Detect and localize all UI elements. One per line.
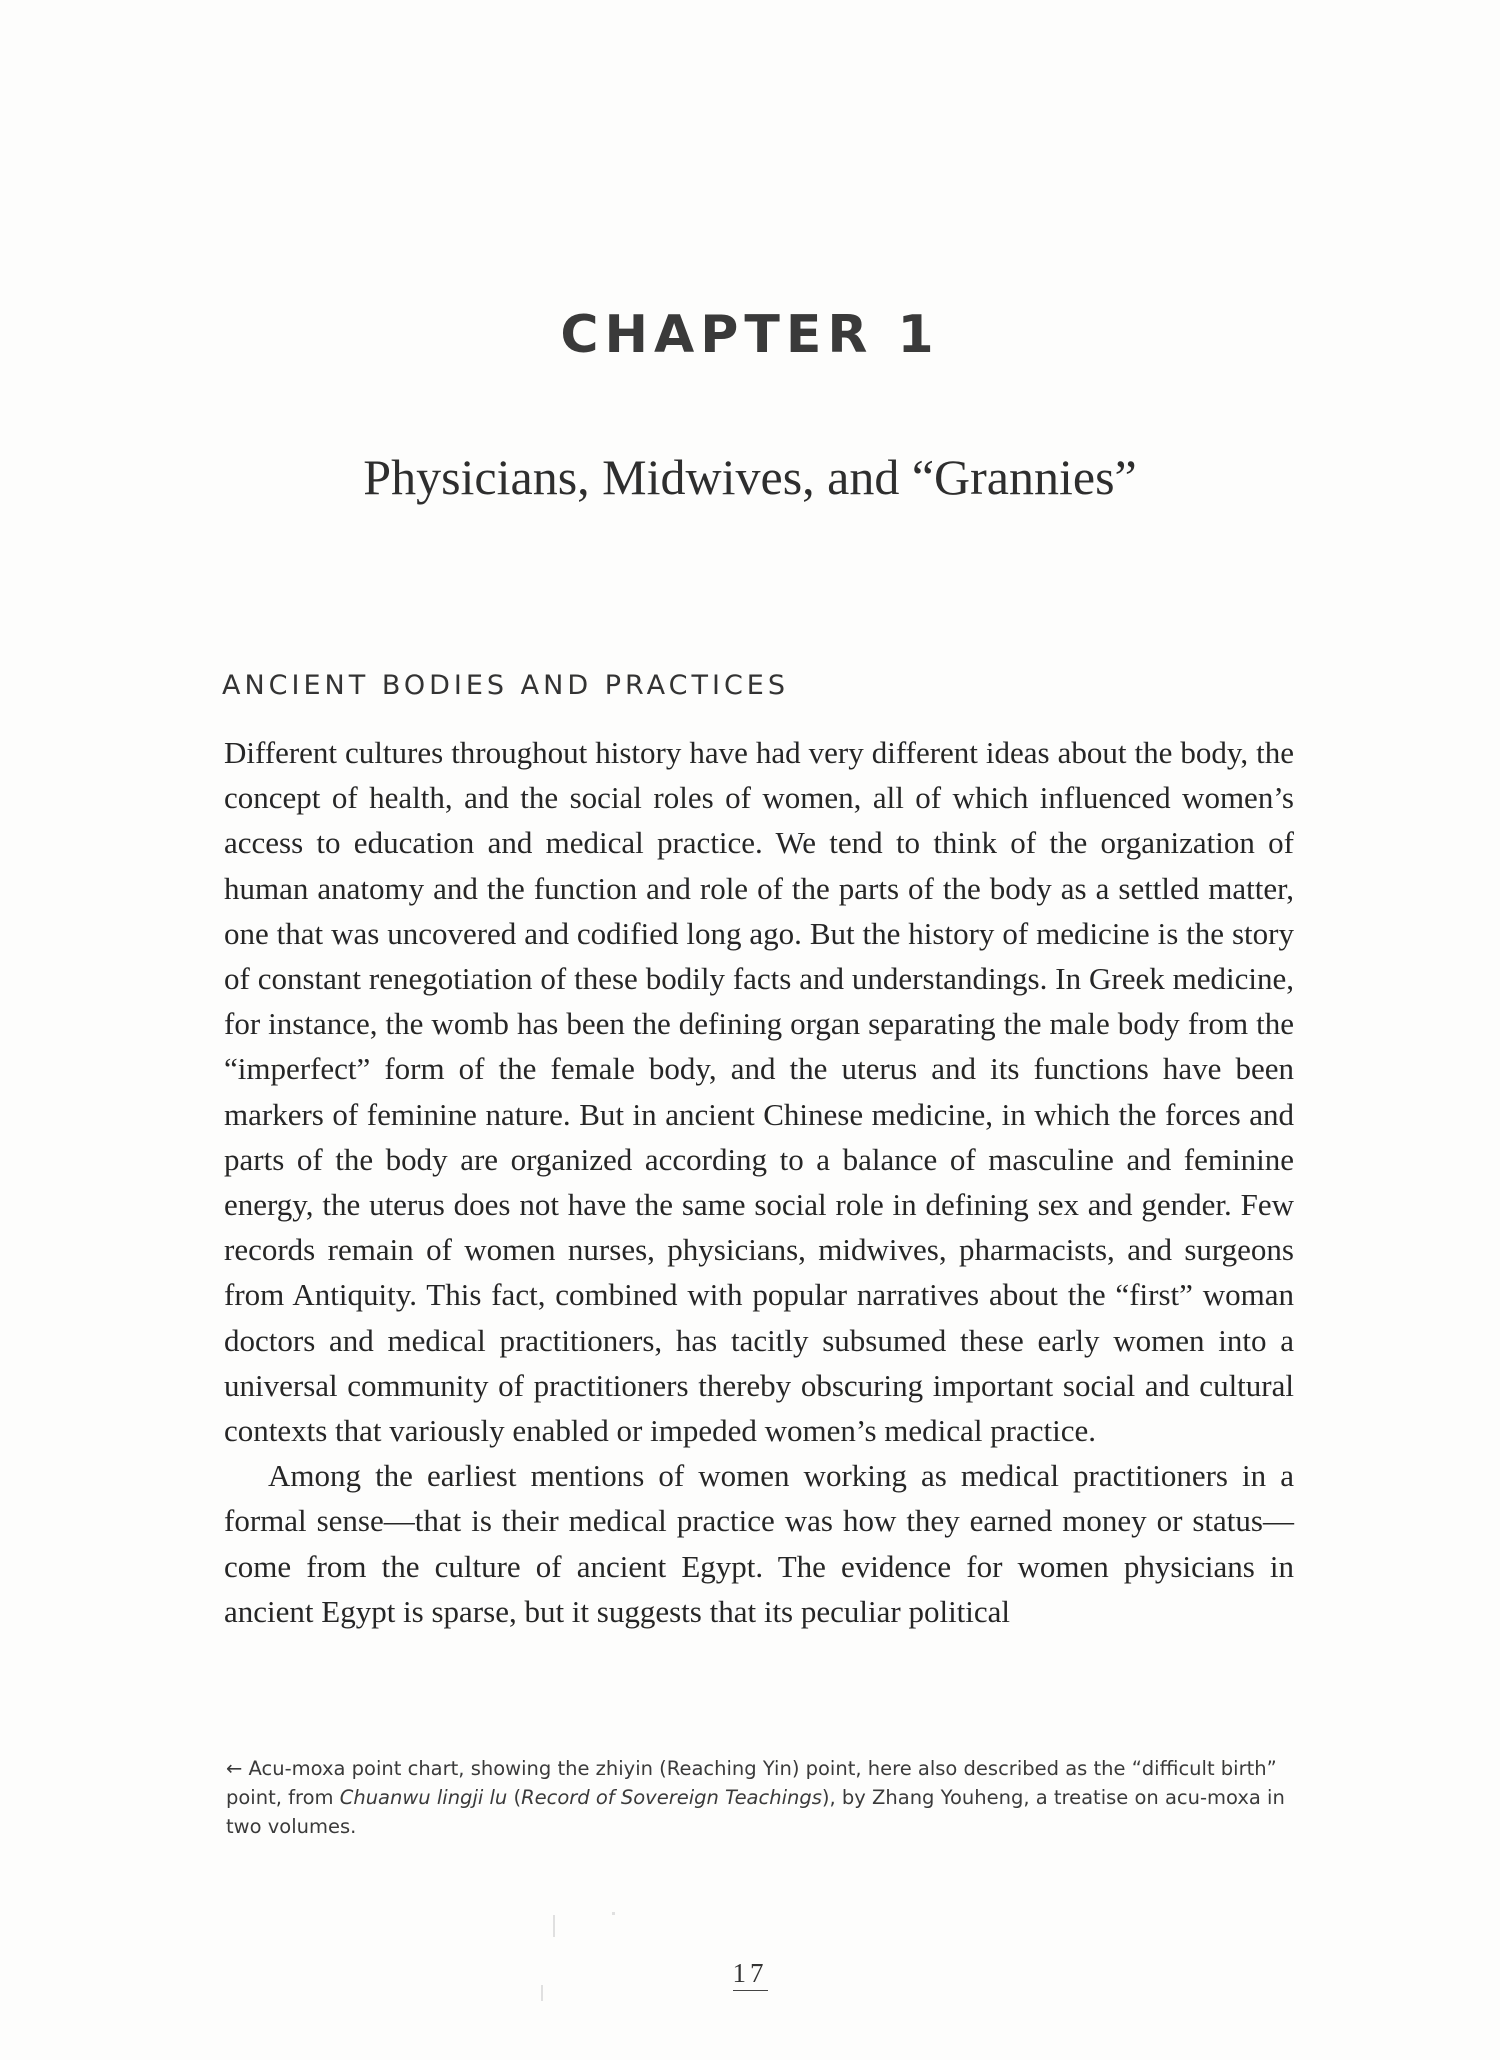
- caption-source-translation: Record of Sovereign Teachings: [521, 1786, 822, 1809]
- caption-text: Acu-moxa point chart, showing the zhiyin (Reaching Yin) point, here also described as the “difficult birth” point, from: [226, 1757, 1277, 1809]
- figure-caption: [226, 1754, 1286, 1841]
- body-text: [224, 730, 1294, 1634]
- scan-mark: [612, 1912, 615, 1915]
- left-arrow-icon: ←: [226, 1757, 243, 1780]
- body-paragraph: Among the earliest mentions of women working as medical practitioners in a formal sense—that is their medical practice was how they earned money or status—come from the culture of ancient Egypt. The evidence for women physicians in ancient Egypt is sparse, but it suggests that its peculiar political: [224, 1458, 1294, 1629]
- caption-text: (: [507, 1786, 522, 1809]
- page-number-value: 17: [733, 1958, 768, 1991]
- chapter-label: CHAPTER 1: [560, 305, 940, 365]
- page-number: [0, 1958, 1500, 1989]
- caption-source-title: Chuanwu lingji lu: [339, 1786, 508, 1809]
- scan-mark: [553, 1915, 555, 1937]
- caption-text: ), by Zhang Youheng, a treatise on acu-moxa in two volumes.: [226, 1786, 1285, 1838]
- section-heading: ANCIENT BODIES AND PRACTICES: [222, 670, 789, 701]
- body-paragraph: Different cultures throughout history have had very different ideas about the body, the concept of health, and the social roles of women, all of which influenced women’s access to education and medical practice. We tend to think of the organization of human anatomy and the function and role of the parts of the body as a settled matter, one that was uncovered and codified long ago. But the history of medicine is the story of constant renegotiation of these bodily facts and understandings. In Greek medicine, for instance, the womb has been the defining organ separating the male body from the “imperfect” form of the female body, and the uterus and its functions have been markers of feminine nature. But in ancient Chinese medicine, in which the forces and parts of the body are organized according to a balance of masculine and feminine energy, the uterus does not have the same social role in defining sex and gender. Few records remain of women nurses, physicians, midwives, pharmacists, and surgeons from Antiquity. This fact, combined with popular narratives about the “first” woman doctors and medical practitioners, has tacitly subsumed these early women into a universal community of practitioners thereby obscuring important social and cultural contexts that variously enabled or impeded women’s medical practice.: [224, 735, 1294, 1449]
- chapter-title: Physicians, Midwives, and “Grannies”: [363, 449, 1137, 505]
